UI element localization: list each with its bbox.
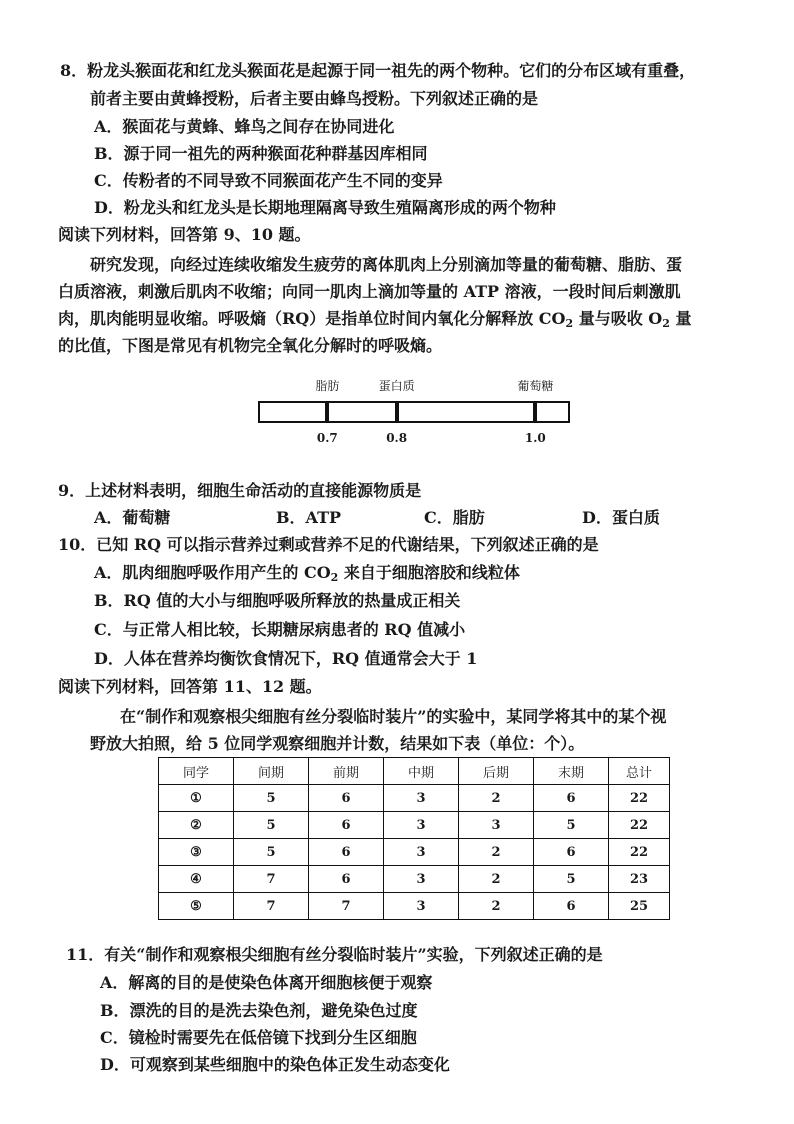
- table-cell: ①: [159, 785, 234, 812]
- table-cell: 3: [384, 893, 459, 920]
- table-cell: 3: [384, 812, 459, 839]
- table-cell: 5: [534, 812, 609, 839]
- rq-tick-label: 葡萄糖: [517, 379, 554, 393]
- table-cell: 5: [534, 866, 609, 893]
- table-row: [159, 785, 670, 812]
- q10-option-d: D．人体在营养均衡饮食情况下，RQ 值通常会大于 1: [94, 649, 478, 668]
- material-9-10-para-line1: 研究发现，向经过连续收缩发生疲劳的离体肌肉上分别滴加等量的葡萄糖、脂肪、蛋: [90, 255, 683, 274]
- table-cell: ⑤: [159, 893, 234, 920]
- rq-tick-value: 1.0: [524, 431, 546, 445]
- table-cell: 7: [309, 893, 384, 920]
- table-header-cell: 前期: [309, 758, 384, 785]
- q8-option-b: B．源于同一祖先的两种猴面花种群基因库相同: [94, 144, 428, 163]
- table-cell: ③: [159, 839, 234, 866]
- q9-option-d: D．蛋白质: [582, 508, 660, 527]
- q10-stem: 10．已知 RQ 可以指示营养过剩或营养不足的代谢结果，下列叙述正确的是: [58, 535, 599, 554]
- table-cell: 7: [234, 866, 309, 893]
- table-cell: 23: [609, 866, 670, 893]
- material-11-12-para-line2: 野放大拍照，给 5 位同学观察细胞并计数，结果如下表（单位：个）。: [90, 734, 585, 753]
- table-cell: 6: [309, 866, 384, 893]
- q10-option-a: A．肌肉细胞呼吸作用产生的 $CO_2$ 来自于细胞溶胶和线粒体: [94, 563, 520, 584]
- table-row: [159, 893, 670, 920]
- q8-option-a: A．猴面花与黄蜂、蜂鸟之间存在协同进化: [94, 117, 395, 136]
- table-cell: 6: [534, 785, 609, 812]
- table-cell: 6: [534, 839, 609, 866]
- table-cell: 2: [459, 785, 534, 812]
- rq-tick-label: 脂肪: [315, 379, 340, 393]
- q11-option-d: D．可观察到某些细胞中的染色体正发生动态变化: [100, 1055, 450, 1074]
- material-11-12-intro: 阅读下列材料，回答第 11、12 题。: [58, 677, 322, 696]
- table-cell: 2: [459, 839, 534, 866]
- table-cell: 2: [459, 866, 534, 893]
- q10-option-b: B．RQ 值的大小与细胞呼吸所释放的热量成正相关: [94, 591, 461, 610]
- material-9-10-para-line4: 的比值，下图是常见有机物完全氧化分解时的呼吸熵。: [58, 336, 443, 355]
- table-cell: 3: [384, 866, 459, 893]
- table-cell: ②: [159, 812, 234, 839]
- rq-scale-figure: [250, 375, 580, 455]
- table-header-row: [159, 758, 670, 785]
- table-header-cell: 末期: [534, 758, 609, 785]
- table-cell: 22: [609, 785, 670, 812]
- table-cell: 6: [309, 839, 384, 866]
- rq-scale-bar: [258, 401, 570, 423]
- table-header-cell: 同学: [159, 758, 234, 785]
- q9-option-b: B．ATP: [276, 508, 342, 527]
- q11-option-a: A．解离的目的是使染色体离开细胞核便于观察: [100, 973, 433, 992]
- table-cell: 5: [234, 812, 309, 839]
- q8-stem-line1: 8．粉龙头猴面花和红龙头猴面花是起源于同一祖先的两个物种。它们的分布区域有重叠，: [60, 61, 696, 80]
- table-header-cell: 后期: [459, 758, 534, 785]
- q11-stem: 11．有关“制作和观察根尖细胞有丝分裂临时装片”实验，下列叙述正确的是: [66, 945, 603, 964]
- q8-stem-line2: 前者主要由黄蜂授粉，后者主要由蜂鸟授粉。下列叙述正确的是: [90, 89, 539, 108]
- table-cell: 6: [309, 785, 384, 812]
- q11-option-b: B．漂洗的目的是洗去染色剂，避免染色过度: [100, 1001, 418, 1020]
- table-cell: 5: [234, 839, 309, 866]
- rq-tick-mark: [395, 403, 399, 421]
- material-9-10-para-line3: 肉，肌肉能明显收缩。呼吸熵（RQ）是指单位时间内氧化分解释放 $CO_2$ 量与吸收 $O_2$ 量: [58, 309, 692, 330]
- rq-tick-value: 0.7: [316, 431, 338, 445]
- table-row: [159, 866, 670, 893]
- q9-option-a: A．葡萄糖: [94, 508, 171, 527]
- table-header-cell: 总计: [609, 758, 670, 785]
- table-cell: 2: [459, 893, 534, 920]
- rq-tick-mark: [533, 403, 537, 421]
- table-cell: 25: [609, 893, 670, 920]
- material-11-12-para-line1: 在“制作和观察根尖细胞有丝分裂临时装片”的实验中，某同学将其中的某个视: [120, 707, 667, 726]
- q10-option-c: C．与正常人相比较，长期糖尿病患者的 RQ 值减小: [94, 620, 466, 639]
- rq-tick-mark: [325, 403, 329, 421]
- cell-count-table: [158, 757, 670, 920]
- table-cell: 22: [609, 839, 670, 866]
- table-cell: 22: [609, 812, 670, 839]
- table-cell: 3: [384, 839, 459, 866]
- table-cell: 7: [234, 893, 309, 920]
- rq-tick-label: 蛋白质: [378, 379, 415, 393]
- table-header-cell: 间期: [234, 758, 309, 785]
- table-header-cell: 中期: [384, 758, 459, 785]
- q9-option-c: C．脂肪: [424, 508, 485, 527]
- q11-option-c: C．镜检时需要先在低倍镜下找到分生区细胞: [100, 1028, 417, 1047]
- table-row: [159, 812, 670, 839]
- q8-option-d: D．粉龙头和红龙头是长期地理隔离导致生殖隔离形成的两个物种: [94, 198, 556, 217]
- q9-stem: 9．上述材料表明，细胞生命活动的直接能源物质是: [58, 481, 422, 500]
- table-cell: 6: [534, 893, 609, 920]
- material-9-10-intro: 阅读下列材料，回答第 9、10 题。: [58, 225, 311, 244]
- table-cell: 3: [384, 785, 459, 812]
- table-row: [159, 839, 670, 866]
- material-9-10-para-line2: 白质溶液，刺激后肌肉不收缩；向同一肌肉上滴加等量的 ATP 溶液，一段时间后刺激肌: [58, 282, 681, 301]
- table-cell: 5: [234, 785, 309, 812]
- table-cell: 3: [459, 812, 534, 839]
- table-cell: 6: [309, 812, 384, 839]
- q8-option-c: C．传粉者的不同导致不同猴面花产生不同的变异: [94, 171, 443, 190]
- table-cell: ④: [159, 866, 234, 893]
- rq-tick-value: 0.8: [386, 431, 408, 445]
